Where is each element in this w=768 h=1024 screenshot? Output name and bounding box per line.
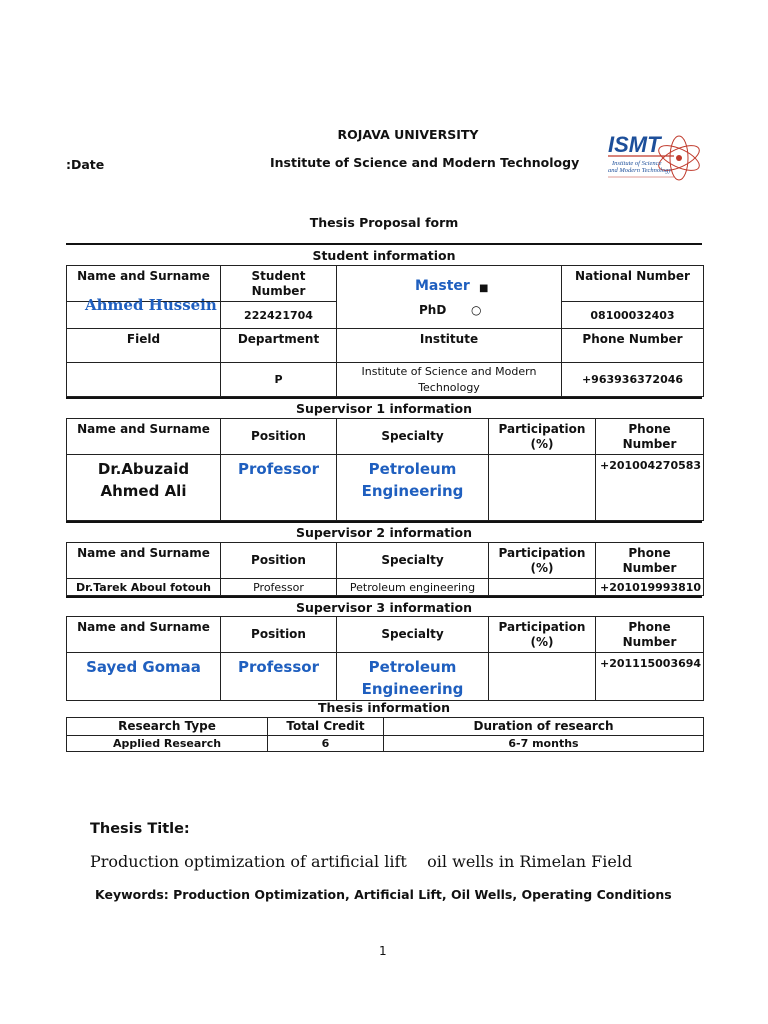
- thesis-title-label: Thesis Title:: [90, 821, 190, 837]
- research-type-header: Research Type: [67, 718, 268, 736]
- section-rule: [66, 521, 702, 523]
- research-type-value: Applied Research: [67, 736, 268, 752]
- sup2-phone-header: Phone Number: [596, 543, 704, 579]
- thesis-section-title: Thesis information: [317, 700, 450, 715]
- sup1-phone-header: Phone Number: [596, 419, 704, 455]
- supervisor1-section-title: Supervisor 1 information: [295, 401, 473, 416]
- sup2-position: Professor: [221, 579, 337, 596]
- section-rule: [66, 596, 702, 598]
- sup3-position-text: Professor: [238, 658, 319, 676]
- sup1-specialty-text: Petroleum Engineering: [361, 460, 464, 500]
- phd-radio[interactable]: ○: [471, 303, 482, 317]
- degree-phd-label: PhD: [419, 303, 447, 317]
- ismt-logo: [604, 128, 704, 186]
- sup1-phone: +201004270583: [596, 455, 704, 521]
- phone-header: Phone Number: [562, 329, 704, 363]
- student-name-cell: [67, 296, 221, 329]
- sup2-phone: +201019993810: [596, 579, 704, 596]
- degree-master-label: Master: [415, 278, 470, 294]
- institute-name: Institute of Science and Modern Technology: [270, 155, 580, 170]
- sup1-name: [67, 455, 221, 521]
- sup1-specialty: [337, 455, 489, 521]
- institute-header: Institute: [337, 329, 562, 363]
- student-name: Ahmed Hussein: [85, 296, 217, 314]
- supervisor2-section-title: Supervisor 2 information: [295, 525, 473, 540]
- sup3-position-header: Position: [221, 617, 337, 653]
- sup3-name-header: Name and Surname: [67, 617, 221, 653]
- date-label: :Date: [66, 157, 105, 172]
- degree-cell: [337, 266, 562, 329]
- form-title: Thesis Proposal form: [309, 215, 459, 230]
- sup1-participation-header: Participation (%): [489, 419, 596, 455]
- supervisor2-table: [66, 542, 704, 596]
- supervisor3-section-title: Supervisor 3 information: [295, 600, 473, 615]
- department-value: P: [221, 363, 337, 397]
- keywords: Keywords: Production Optimization, Artificial Lift, Oil Wells, Operating Conditions: [95, 887, 672, 902]
- duration-header: Duration of research: [384, 718, 704, 736]
- sup2-position-header: Position: [221, 543, 337, 579]
- sup2-name-header: Name and Surname: [67, 543, 221, 579]
- page-number: 1: [379, 944, 387, 958]
- university-name: ROJAVA UNIVERSITY: [337, 127, 479, 142]
- section-rule: [66, 243, 702, 245]
- sup1-name-header: Name and Surname: [67, 419, 221, 455]
- sup3-specialty: [337, 653, 489, 701]
- master-checkbox[interactable]: ■: [479, 283, 489, 294]
- sup1-specialty-header: Specialty: [337, 419, 489, 455]
- supervisor1-table: [66, 418, 704, 521]
- thesis-table: [66, 717, 704, 752]
- field-header: Field: [67, 329, 221, 363]
- institute-value: Institute of Science and Modern Technology: [337, 363, 562, 397]
- sup3-phone-header: Phone Number: [596, 617, 704, 653]
- sup1-participation: [489, 455, 596, 521]
- logo-text: ISMT: [608, 132, 661, 157]
- sup1-name-text: Dr.Abuzaid Ahmed Ali: [97, 460, 190, 500]
- sup3-name-text: Sayed Gomaa: [86, 658, 201, 676]
- student-section-title: Student information: [312, 248, 456, 263]
- student-phone-value: +963936372046: [562, 363, 704, 397]
- national-number-value: 08100032403: [562, 302, 704, 329]
- sup3-position: [221, 653, 337, 701]
- sup3-name: [67, 653, 221, 701]
- section-rule: [66, 397, 702, 399]
- logo-subtext-1: Institute of Science: [612, 160, 662, 167]
- sup1-position-text: Professor: [238, 460, 319, 478]
- sup3-participation-header: Participation (%): [489, 617, 596, 653]
- thesis-title: Production optimization of artificial lift oil wells in Rimelan Field: [90, 852, 633, 871]
- student-table: [66, 265, 704, 397]
- sup2-specialty-header: Specialty: [337, 543, 489, 579]
- sup3-participation: [489, 653, 596, 701]
- sup2-participation: [489, 579, 596, 596]
- sup1-position: [221, 455, 337, 521]
- total-credit-header: Total Credit: [268, 718, 384, 736]
- student-number-value: 222421704: [221, 302, 337, 329]
- national-number-header: National Number: [562, 266, 704, 302]
- department-header: Department: [221, 329, 337, 363]
- sup3-specialty-header: Specialty: [337, 617, 489, 653]
- sup3-phone: +201115003694: [596, 653, 704, 701]
- sup2-specialty: Petroleum engineering: [337, 579, 489, 596]
- sup2-participation-header: Participation (%): [489, 543, 596, 579]
- logo-subtext-2: and Modern Technology: [608, 167, 672, 174]
- duration-value: 6-7 months: [384, 736, 704, 752]
- total-credit-value: 6: [268, 736, 384, 752]
- supervisor3-table: [66, 616, 704, 701]
- sup1-position-header: Position: [221, 419, 337, 455]
- sup2-name: Dr.Tarek Aboul fotouh: [67, 579, 221, 596]
- field-value: [67, 363, 221, 397]
- student-number-header: Student Number: [221, 266, 337, 302]
- name-header: Name and Surname: [67, 266, 221, 302]
- sup3-specialty-text: Petroleum Engineering: [361, 658, 464, 698]
